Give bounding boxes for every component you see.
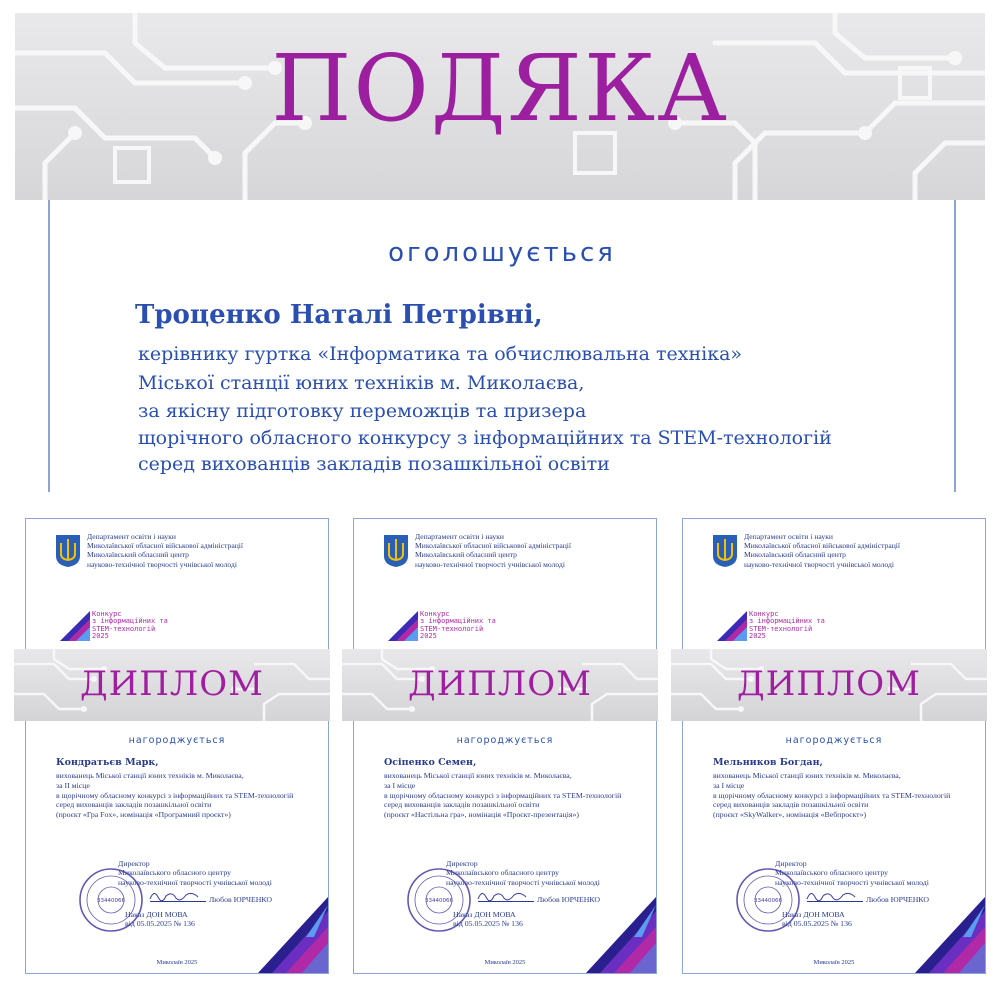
- director-line: науково-технічної творчості учнівської молоді: [118, 877, 272, 887]
- place-line: за ІІ місце: [56, 781, 90, 790]
- announce-text: оголошується: [388, 238, 616, 268]
- signer-name: Любов ЮРЧЕНКО: [537, 895, 601, 904]
- logo-line: STEM-технологій: [92, 624, 156, 633]
- among-line: серед вихованців закладів позашкільної освіти: [56, 800, 212, 809]
- among-line: серед вихованців закладів позашкільної освіти: [713, 800, 869, 809]
- award-text: нагороджується: [456, 735, 554, 746]
- pupil-of-line: вихованець Міської станції юних техніків м. Миколаєва,: [384, 771, 572, 780]
- diploma-title: ДИПЛОМ: [407, 664, 592, 704]
- order-line: від 05.05.2025 № 136: [782, 919, 852, 929]
- among-line: серед вихованців закладів позашкільної освіти: [384, 800, 540, 809]
- director-line: Миколаївського обласного центру: [118, 868, 232, 878]
- org-line: Миколаївський обласний центр: [744, 550, 846, 560]
- logo-line: 2025: [92, 631, 109, 640]
- trident-emblem-icon: [55, 534, 81, 568]
- certificate-line: керівнику гуртка «Інформатика та обчислювальна техніка»: [138, 343, 743, 365]
- contest-logo-icon: [60, 611, 90, 641]
- certificate-title: ПОДЯКА: [271, 35, 729, 142]
- signer-name: Любов ЮРЧЕНКО: [209, 895, 273, 904]
- director-line: Директор: [775, 859, 807, 868]
- order-line: Наказ ДОН МОВА: [125, 910, 188, 919]
- logo-line: з інформаційних та: [749, 617, 825, 626]
- trident-emblem-icon: [383, 534, 409, 568]
- project-line: (проєкт «Настільна гра», номінація «Проєкт-презентація»): [384, 810, 579, 819]
- diploma-banner: [14, 649, 330, 721]
- org-line: Департамент освіти і науки: [87, 532, 176, 541]
- org-line: Департамент освіти і науки: [415, 532, 504, 541]
- logo-line: Конкурс: [420, 610, 450, 618]
- signature-line: [478, 901, 534, 902]
- diploma-card: [353, 518, 657, 974]
- trident-emblem-icon: [712, 534, 738, 568]
- org-line: Миколаївський обласний центр: [87, 550, 189, 560]
- director-line: науково-технічної творчості учнівської молоді: [775, 877, 929, 887]
- diploma-banner: [671, 649, 987, 721]
- contest-line: в щорічному обласному конкурсі з інформаційних та STEM-технологій: [384, 791, 622, 800]
- logo-line: 2025: [420, 631, 437, 640]
- contest-logo-icon: [717, 611, 747, 641]
- project-line: (проєкт «Гра Fox», номінація «Програмний проєкт»): [56, 810, 231, 819]
- corner-decoration-icon: [586, 897, 656, 973]
- org-line: науково-технічної творчості учнівської молоді: [744, 559, 894, 569]
- logo-line: з інформаційних та: [92, 617, 168, 626]
- order-line: від 05.05.2025 № 136: [453, 919, 523, 929]
- contest-logo-text: [420, 611, 496, 640]
- signature-icon: [803, 887, 863, 905]
- organization-block: [87, 532, 243, 569]
- corner-decoration-icon: [258, 897, 328, 973]
- signature-line: [807, 901, 863, 902]
- contest-logo-icon: [388, 611, 418, 641]
- place-line: за І місце: [384, 781, 416, 790]
- award-text: нагороджується: [128, 735, 226, 746]
- city-year: Миколаїв 2025: [813, 959, 855, 966]
- stamp-code: 33440066: [97, 898, 125, 904]
- organization-block: [744, 532, 900, 569]
- organization-block: [415, 532, 571, 569]
- diploma-banner: [342, 649, 658, 721]
- project-line: (проєкт «SkyWalker», номінація «Вебпроєкт»): [713, 810, 867, 819]
- signature-icon: [474, 887, 534, 905]
- org-line: науково-технічної творчості учнівської молоді: [415, 559, 565, 569]
- corner-decoration-icon: [915, 897, 985, 973]
- pupil-of-line: вихованець Міської станції юних техніків м. Миколаєва,: [713, 771, 901, 780]
- org-line: Департамент освіти і науки: [744, 532, 833, 541]
- order-block: [453, 910, 523, 929]
- order-block: [125, 910, 195, 929]
- signature-icon: [146, 887, 206, 905]
- certificate-body: [48, 200, 956, 492]
- org-line: науково-технічної творчості учнівської молоді: [87, 559, 237, 569]
- director-line: науково-технічної творчості учнівської молоді: [446, 877, 600, 887]
- diploma-card: [25, 518, 329, 974]
- order-line: Наказ ДОН МОВА: [453, 910, 516, 919]
- org-line: Миколаївської обласної військової адміністрації: [415, 541, 572, 551]
- recipient-name: Троценко Наталі Петрівні,: [135, 300, 543, 330]
- pupil-of-line: вихованець Міської станції юних техніків м. Миколаєва,: [56, 771, 244, 780]
- signer-name: Любов ЮРЧЕНКО: [866, 895, 930, 904]
- certificate-line: щорічного обласного конкурсу з інформаційних та STEM-технологій: [138, 427, 832, 449]
- logo-line: Конкурс: [92, 610, 122, 618]
- org-line: Миколаївської обласної військової адміністрації: [744, 541, 901, 551]
- stamp-code: 33440066: [425, 898, 453, 904]
- city-year: Миколаїв 2025: [156, 959, 198, 966]
- contest-logo-text: [92, 611, 168, 640]
- top-banner: [15, 13, 985, 200]
- signature-line: [150, 901, 206, 902]
- director-line: Миколаївського обласного центру: [775, 868, 889, 878]
- order-line: від 05.05.2025 № 136: [125, 919, 195, 929]
- director-line: Миколаївського обласного центру: [446, 868, 560, 878]
- director-line: Директор: [446, 859, 478, 868]
- place-line: за І місце: [713, 781, 745, 790]
- logo-line: STEM-технологій: [420, 624, 484, 633]
- order-line: Наказ ДОН МОВА: [782, 910, 845, 919]
- logo-line: 2025: [749, 631, 766, 640]
- diploma-title: ДИПЛОМ: [736, 664, 921, 704]
- certificate-line: серед вихованців закладів позашкільної освіти: [138, 453, 610, 475]
- city-year: Миколаїв 2025: [484, 959, 526, 966]
- org-line: Миколаївський обласний центр: [415, 550, 517, 560]
- certificate-line: за якісну підготовку переможців та призера: [138, 400, 587, 422]
- order-block: [782, 910, 852, 929]
- director-line: Директор: [118, 859, 150, 868]
- certificate-line: Міської станції юних техніків м. Миколаєва,: [138, 372, 585, 394]
- pupil-name: Кондратьєв Марк,: [56, 757, 159, 768]
- logo-line: з інформаційних та: [420, 617, 496, 626]
- award-text: нагороджується: [785, 735, 883, 746]
- diploma-card: [682, 518, 986, 974]
- stamp-code: 33440066: [754, 898, 782, 904]
- diploma-title: ДИПЛОМ: [79, 664, 264, 704]
- contest-logo-text: [749, 611, 825, 640]
- org-line: Миколаївської обласної військової адміністрації: [87, 541, 244, 551]
- logo-line: Конкурс: [749, 610, 779, 618]
- contest-line: в щорічному обласному конкурсі з інформаційних та STEM-технологій: [56, 791, 294, 800]
- pupil-name: Мельников Богдан,: [713, 757, 823, 768]
- logo-line: STEM-технологій: [749, 624, 813, 633]
- contest-line: в щорічному обласному конкурсі з інформаційних та STEM-технологій: [713, 791, 951, 800]
- pupil-name: Осіпенко Семен,: [384, 757, 477, 768]
